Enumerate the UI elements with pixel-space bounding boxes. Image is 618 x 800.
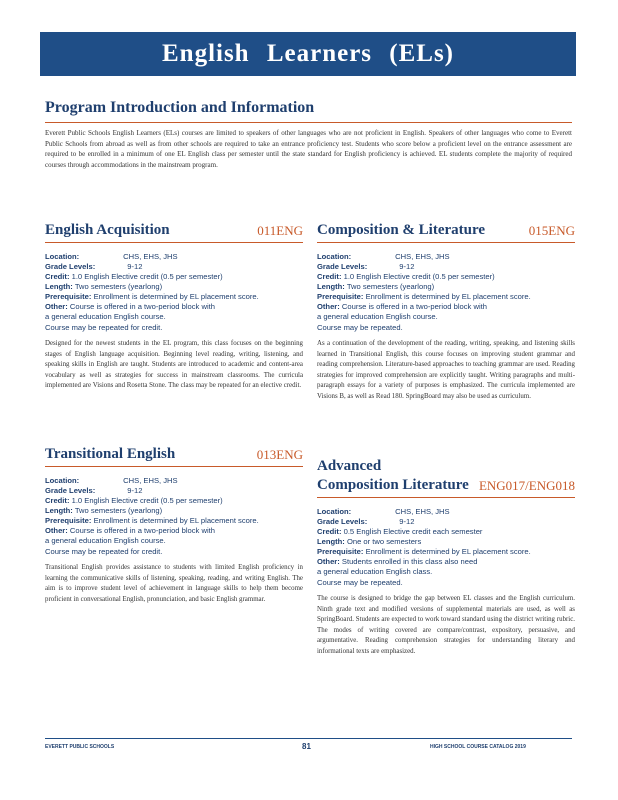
location-row xyxy=(317,252,575,262)
course-divider xyxy=(317,242,575,243)
prereq-row xyxy=(45,292,303,302)
credit-value: 0.5 English Elective credit each semester xyxy=(343,527,483,536)
length-value: Two semesters (yearlong) xyxy=(74,282,163,291)
length-row xyxy=(317,537,575,547)
credit-label: Credit: xyxy=(45,496,70,505)
prereq-label: Prerequisite: xyxy=(45,516,92,525)
prereq-value: Enrollment is determined by EL placement score. xyxy=(93,516,259,525)
course-transitional-english xyxy=(45,446,303,605)
other-continued: a general education English course. xyxy=(317,312,438,321)
grade-value: 9-12 xyxy=(399,517,415,526)
prereq-label: Prerequisite: xyxy=(45,292,92,301)
course-facts xyxy=(45,476,303,546)
prereq-value: Enrollment is determined by EL placement score. xyxy=(365,292,531,301)
location-value: CHS, EHS, JHS xyxy=(123,252,178,261)
location-label: Location: xyxy=(317,507,352,516)
prereq-label: Prerequisite: xyxy=(317,292,364,301)
other-label: Other: xyxy=(317,302,340,311)
intro-paragraph: Everett Public Schools English Learners (ELs) courses are limited to speakers of other languages who are not proficient in English. Speakers of other languages who come to Everett Public Schools from abroad as well as from other schools are required to take an entrance proficiency test. Students who score below a proficient level on the entrance assessment are required to be enrolled in a minimum of one EL English class per semester until the state standard for English proficiency is achieved. EL students complete the majority of required courses through accommodations in the mainstream program. xyxy=(45,129,572,169)
footer-right: HIGH SCHOOL COURSE CATALOG 2019 xyxy=(430,744,526,750)
grade-label: Grade Levels: xyxy=(45,262,96,271)
location-label: Location: xyxy=(317,252,352,261)
location-row xyxy=(45,476,303,486)
credit-row xyxy=(45,272,303,282)
length-label: Length: xyxy=(45,506,73,515)
grade-value: 9-12 xyxy=(127,486,143,495)
length-row xyxy=(317,282,575,292)
credit-value: 1.0 English Elective credit (0.5 per semester) xyxy=(71,272,223,281)
grade-row xyxy=(45,486,303,496)
course-header xyxy=(45,222,303,239)
length-label: Length: xyxy=(317,537,345,546)
credit-row xyxy=(317,272,575,282)
other-row xyxy=(45,302,303,312)
course-composition-literature xyxy=(317,222,575,402)
other-continued: a general education English course. xyxy=(45,536,166,545)
grade-value: 9-12 xyxy=(127,262,143,271)
repeat-note: Course may be repeated for credit. xyxy=(45,323,163,332)
credit-value: 1.0 English Elective credit (0.5 per semester) xyxy=(343,272,495,281)
course-code: ENG017/ENG018 xyxy=(478,478,575,493)
grade-label: Grade Levels: xyxy=(317,262,368,271)
prereq-row xyxy=(317,292,575,302)
footer-left: EVERETT PUBLIC SCHOOLS xyxy=(45,744,115,750)
credit-value: 1.0 English Elective credit (0.5 per semester) xyxy=(71,496,223,505)
other-value: Students enrolled in this class also need xyxy=(341,557,478,566)
other-value: Course is offered in a two-period block with xyxy=(69,526,215,535)
course-divider xyxy=(317,497,575,498)
course-code: 011ENG xyxy=(257,223,303,238)
location-value: CHS, EHS, JHS xyxy=(395,507,450,516)
course-facts xyxy=(317,252,575,322)
grade-label: Grade Levels: xyxy=(45,486,96,495)
other-value: Course is offered in a two-period block with xyxy=(69,302,215,311)
course-divider xyxy=(45,466,303,467)
grade-row xyxy=(317,262,575,272)
course-description: Transitional English provides assistance to students with limited English proficiency in learning the communicative skills of listening, speaking, reading, and writing English. The aim is to improve student level of achievement in language skills to help them become proficient in conversational English, pronunciation, and basic English grammar. xyxy=(45,564,303,603)
page-banner: English Learners (ELs) xyxy=(40,32,576,76)
course-facts xyxy=(317,507,575,577)
intro-divider xyxy=(45,122,572,123)
repeat-note: Course may be repeated. xyxy=(317,323,403,332)
length-label: Length: xyxy=(317,282,345,291)
other-label: Other: xyxy=(45,526,68,535)
credit-row xyxy=(317,527,575,537)
course-title: Transitional English xyxy=(45,446,176,462)
intro-heading: Program Introduction and Information xyxy=(45,99,315,116)
other-row xyxy=(45,526,303,536)
length-row xyxy=(45,282,303,292)
other-row xyxy=(317,302,575,312)
location-row xyxy=(45,252,303,262)
course-divider xyxy=(45,242,303,243)
credit-row xyxy=(45,496,303,506)
length-row xyxy=(45,506,303,516)
length-label: Length: xyxy=(45,282,73,291)
location-row xyxy=(317,507,575,517)
length-value: One or two semesters xyxy=(346,537,422,546)
location-label: Location: xyxy=(45,252,80,261)
credit-label: Credit: xyxy=(45,272,70,281)
location-label: Location: xyxy=(45,476,80,485)
location-value: CHS, EHS, JHS xyxy=(395,252,450,261)
course-code: 015ENG xyxy=(528,223,575,238)
other-label: Other: xyxy=(45,302,68,311)
prereq-row xyxy=(317,547,575,557)
course-title-line2: Composition Literature xyxy=(317,477,469,493)
grade-row xyxy=(45,262,303,272)
course-facts xyxy=(45,252,303,322)
course-description: Designed for the newest students in the EL program, this class focuses on the beginning stages of English language acquisition. Beginning level reading, writing, listening, and speaking skills in English are taught. Students are introduced to academic and content-area vocabulary as well as strategies for success in mainstream classrooms. The curricula implemented are Visions and Rosetta Stone. The class may be repeated for an elective credit. xyxy=(45,340,303,389)
length-value: Two semesters (yearlong) xyxy=(346,282,435,291)
grade-value: 9-12 xyxy=(399,262,415,271)
grade-row xyxy=(317,517,575,527)
repeat-note: Course may be repeated for credit. xyxy=(45,547,163,556)
other-continued: a general education English course. xyxy=(45,312,166,321)
other-row xyxy=(317,557,575,567)
course-advanced-composition xyxy=(317,455,575,657)
prereq-value: Enrollment is determined by EL placement score. xyxy=(93,292,259,301)
footer-divider xyxy=(45,738,572,739)
prereq-row xyxy=(45,516,303,526)
length-value: Two semesters (yearlong) xyxy=(74,506,163,515)
course-header xyxy=(317,222,575,239)
course-description: The course is designed to bridge the gap between EL classes and the English curriculum. Ninth grade text and modified versions of supplemental materials are used, as well as SpringBoard. Students are expected to work toward standard using the district writing rubric. The modes of writing covered are compare/contrast, expository, persuasive, and argumentative. Reading comprehension strategies for understanding literary and informational texts are emphasized. xyxy=(317,595,575,655)
page-number: 81 xyxy=(302,742,311,751)
other-continued: a general education English class. xyxy=(317,567,433,576)
course-description: As a continuation of the development of the reading, writing, speaking, and listening skills learned in Transitional English, this course focuses on improving student grammar and reading comprehension. Literature-based approaches to teaching grammar are used. Reading strategies for improved comprehension are explicitly taught. Writing paragraphs and multi-paragraph essays for a variety of purposes is emphasized. The curricula implemented are Visions B, as well as Read 180. SpringBoard may also be used as curriculum. xyxy=(317,340,575,400)
course-header xyxy=(45,446,303,463)
prereq-value: Enrollment is determined by EL placement score. xyxy=(365,547,531,556)
course-header xyxy=(317,477,575,494)
grade-label: Grade Levels: xyxy=(317,517,368,526)
course-title: Composition & Literature xyxy=(317,222,486,238)
credit-label: Credit: xyxy=(317,527,342,536)
credit-label: Credit: xyxy=(317,272,342,281)
prereq-label: Prerequisite: xyxy=(317,547,364,556)
course-english-acquisition xyxy=(45,222,303,392)
repeat-note: Course may be repeated. xyxy=(317,578,403,587)
course-title: English Acquisition xyxy=(45,222,170,238)
other-label: Other: xyxy=(317,557,340,566)
other-value: Course is offered in a two-period block with xyxy=(341,302,487,311)
course-code: 013ENG xyxy=(256,447,303,462)
location-value: CHS, EHS, JHS xyxy=(123,476,178,485)
course-title-line1: Advanced xyxy=(317,458,382,474)
